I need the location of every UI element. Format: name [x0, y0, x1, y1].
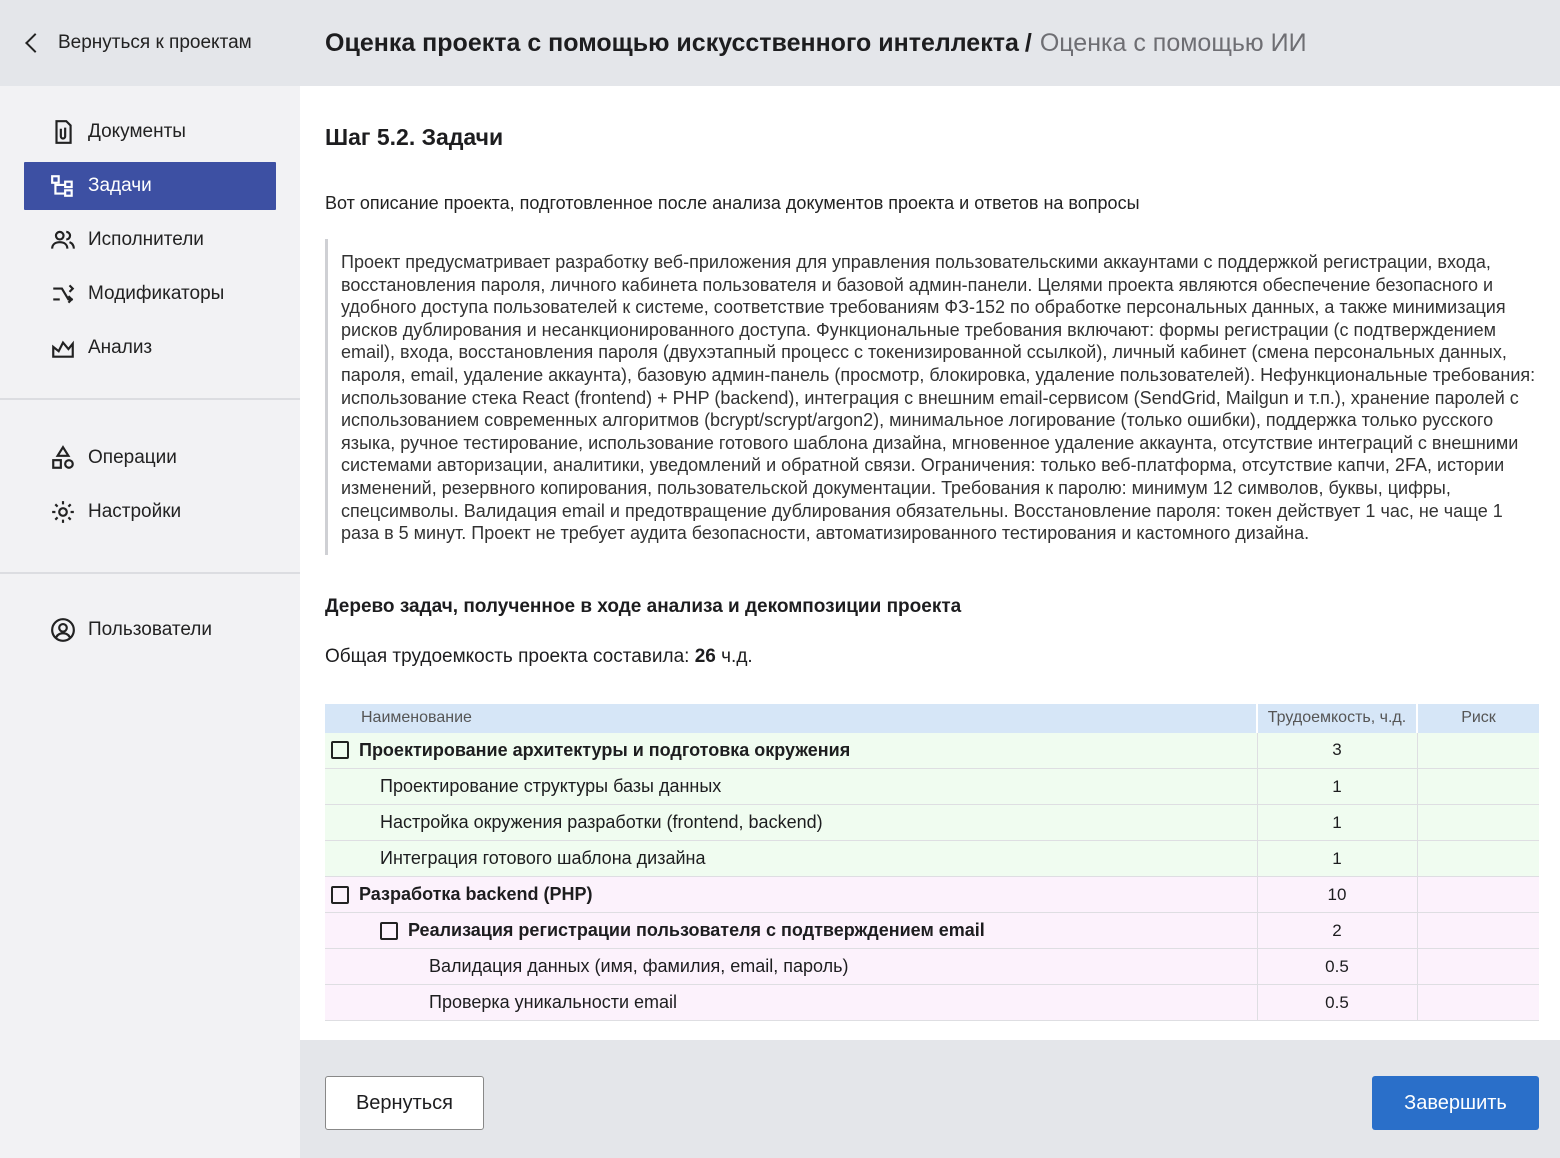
column-header-name: Наименование	[325, 704, 1257, 733]
task-labor: 2	[1257, 913, 1417, 949]
page-title: Оценка проекта с помощью искусственного интеллекта	[325, 28, 1019, 57]
column-header-labor: Трудоемкость, ч.д.	[1257, 704, 1417, 733]
task-name: Валидация данных (имя, фамилия, email, пароль)	[429, 956, 849, 977]
task-risk	[1417, 733, 1539, 769]
task-risk	[1417, 913, 1539, 949]
sidebar-item-label: Операции	[88, 447, 177, 468]
task-name: Интеграция готового шаблона дизайна	[380, 848, 706, 869]
task-name-cell	[325, 913, 1257, 949]
nav-group-main	[0, 86, 300, 398]
total-effort-value: 26	[694, 645, 716, 667]
task-risk	[1417, 841, 1539, 877]
table-row	[325, 805, 1539, 841]
table-row	[325, 913, 1539, 949]
total-effort-prefix: Общая трудоемкость проекта составила:	[325, 645, 690, 667]
sidebar-item-analysis[interactable]	[24, 324, 276, 372]
sidebar-item-label: Задачи	[88, 175, 152, 196]
sidebar-item-users[interactable]	[24, 606, 276, 654]
table-row	[325, 949, 1539, 985]
task-checkbox[interactable]	[331, 886, 349, 904]
task-labor: 10	[1257, 877, 1417, 913]
table-row	[325, 769, 1539, 805]
sidebar-item-label: Исполнители	[88, 229, 204, 250]
operations-icon	[50, 445, 76, 471]
task-name-cell	[325, 877, 1257, 913]
task-labor: 0.5	[1257, 985, 1417, 1021]
table-row	[325, 877, 1539, 913]
task-name: Разработка backend (PHP)	[359, 884, 593, 905]
total-effort	[325, 646, 1539, 668]
table-row	[325, 841, 1539, 877]
sidebar-item-label: Модификаторы	[88, 283, 225, 304]
task-labor: 1	[1257, 841, 1417, 877]
task-risk	[1417, 985, 1539, 1021]
task-name: Настройка окружения разработки (frontend, backend)	[380, 812, 823, 833]
task-tree-icon	[50, 173, 76, 199]
task-name-cell	[325, 985, 1257, 1021]
task-checkbox[interactable]	[380, 922, 398, 940]
breadcrumb-separator: /	[1024, 28, 1032, 57]
task-labor: 3	[1257, 733, 1417, 769]
total-effort-unit: ч.д.	[721, 645, 753, 667]
project-description: Проект предусматривает разработку веб-приложения для управления пользовательскими аккаунтами с поддержкой регистрации, входа, восстановления пароля, личного кабинета пользователя и базовой админ-панели. Целями проекта являются обеспечение безопасного и удобного доступа пользователей к системе, соответствие требованиям ФЗ-152 по обработке персональных данных, а также минимизация рисков дублирования и несанкционированного доступа. Функциональные требования включают: формы регистрации (с подтверждением email), входа, восстановления пароля (двухэтапный процесс с токенизированной ссылкой), личный кабинет (смена персональных данных, пароля, email, удаление аккаунта), базовую админ-панель (просмотр, блокировка, удаление пользователей). Нефункциональные требования: использование стека React (frontend) + PHP (backend), интеграция с внешним email-сервисом (SendGrid, Mailgun и т.п.), хранение паролей с использованием современных алгоритмов (bcrypt/scrypt/argon2), минимальное логирование (только ошибки), поддержка только русского языка, ручное тестирование, использование готового шаблона дизайна, мгновенное удаление аккаунта, отсутствие интеграций с внешними системами авторизации, аналитики, уведомлений и обратной связи. Ограничения: только веб-платформа, отсутствие капчи, 2FA, истории изменений, резервного копирования, пользовательской документации. Требования к паролю: минимум 12 символов, буквы, цифры, спецсимволы. Валидация email и предотвращение дублирования обязательны. Восстановление пароля: токен действует 1 час, не чаще 1 раза в 5 минут. Проект не требует аудита безопасности, автоматизированного тестирования и кастомного дизайна.	[325, 239, 1539, 555]
task-labor: 1	[1257, 805, 1417, 841]
task-risk	[1417, 769, 1539, 805]
task-checkbox[interactable]	[331, 741, 349, 759]
task-tree-title: Дерево задач, полученное в ходе анализа и декомпозиции проекта	[325, 595, 962, 617]
footer-bar	[300, 1040, 1560, 1158]
sidebar-item-label: Настройки	[88, 501, 182, 522]
document-icon	[50, 119, 76, 145]
sidebar-item-operations[interactable]	[24, 434, 276, 482]
table-header-row	[325, 704, 1539, 733]
task-name-cell	[325, 841, 1257, 877]
task-name-cell	[325, 949, 1257, 985]
chevron-left-icon	[25, 33, 45, 53]
sidebar-item-performers[interactable]	[24, 216, 276, 264]
main-content	[300, 86, 1560, 1040]
page-header	[300, 0, 1560, 86]
intro-text: Вот описание проекта, подготовленное после анализа документов проекта и ответов на вопросы	[325, 193, 1140, 213]
task-labor: 1	[1257, 769, 1417, 805]
task-name: Проектирование архитектуры и подготовка окружения	[359, 739, 851, 760]
step-title: Шаг 5.2. Задачи	[325, 124, 504, 150]
sidebar-item-label: Документы	[88, 121, 186, 142]
modifiers-icon	[50, 281, 76, 307]
back-button[interactable]: Вернуться	[325, 1076, 484, 1130]
breadcrumb-subtitle: Оценка с помощью ИИ	[1039, 28, 1307, 57]
task-name: Реализация регистрации пользователя с подтверждением email	[408, 920, 985, 941]
task-risk	[1417, 949, 1539, 985]
gear-icon	[50, 499, 76, 525]
task-table	[325, 704, 1539, 1022]
nav-group-system	[0, 400, 300, 572]
task-labor: 0.5	[1257, 949, 1417, 985]
task-name: Проверка уникальности email	[429, 992, 678, 1013]
sidebar-item-settings[interactable]	[24, 488, 276, 536]
sidebar-item-documents[interactable]	[24, 108, 276, 156]
back-to-projects-link[interactable]	[0, 0, 300, 86]
table-row	[325, 733, 1539, 769]
column-header-risk: Риск	[1417, 704, 1539, 733]
analysis-icon	[50, 335, 76, 361]
task-name-cell	[325, 769, 1257, 805]
sidebar-item-label: Пользователи	[88, 619, 213, 640]
sidebar-item-modifiers[interactable]	[24, 270, 276, 318]
user-circle-icon	[50, 617, 76, 643]
task-name: Проектирование структуры базы данных	[380, 776, 722, 797]
task-risk	[1417, 877, 1539, 913]
sidebar-item-tasks[interactable]	[24, 162, 276, 210]
task-name-cell	[325, 733, 1257, 769]
sidebar	[0, 0, 300, 1158]
back-to-projects-label: Вернуться к проектам	[58, 32, 252, 53]
task-risk	[1417, 805, 1539, 841]
sidebar-item-label: Анализ	[88, 337, 153, 358]
nav-group-admin	[0, 574, 300, 680]
users-icon	[50, 227, 76, 253]
finish-button[interactable]: Завершить	[1372, 1076, 1539, 1130]
table-row	[325, 985, 1539, 1021]
task-name-cell	[325, 805, 1257, 841]
